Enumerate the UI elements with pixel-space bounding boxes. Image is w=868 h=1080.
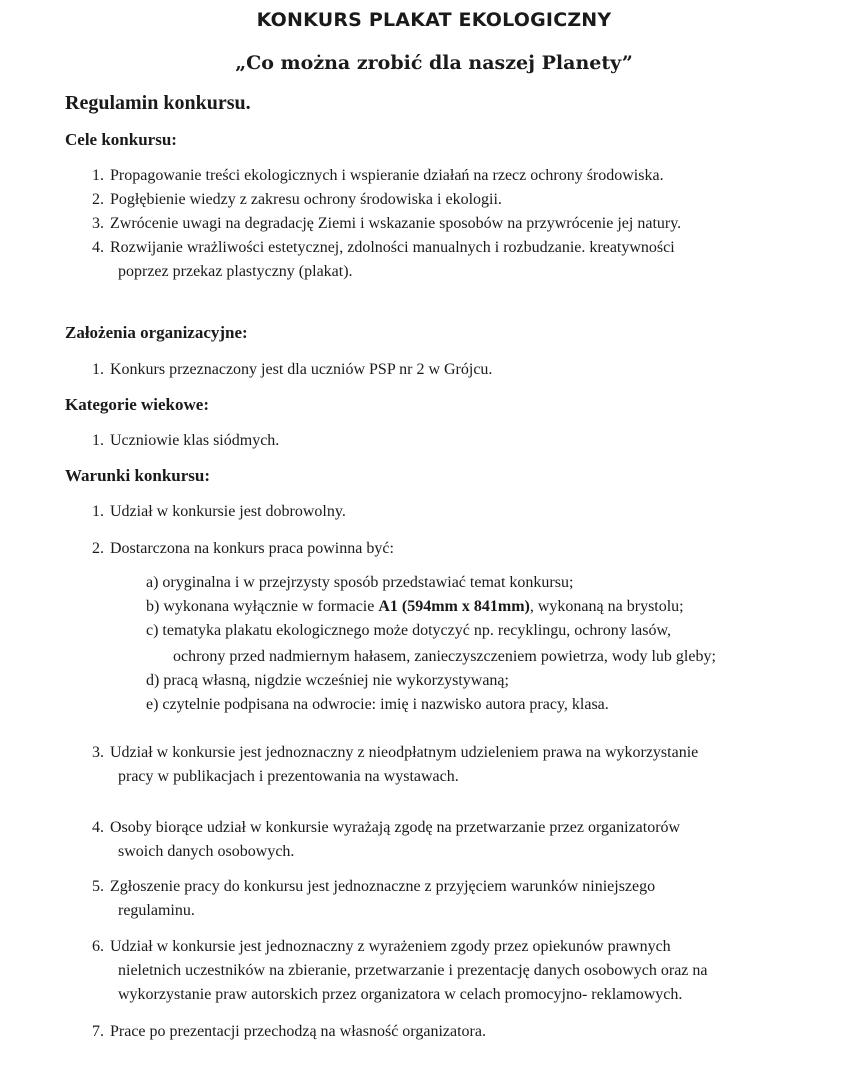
subitem-b-format: A1 (594mm x 841mm) bbox=[378, 598, 530, 615]
list-text: Zwrócenie uwagi na degradację Ziemi i wskazanie sposobów na przywrócenie jej natury. bbox=[110, 215, 682, 232]
list-number: 4. bbox=[92, 239, 104, 256]
section-heading-goals: Cele konkursu: bbox=[65, 130, 177, 149]
list-text: Udział w konkursie jest jednoznaczny z nieodpłatnym udzieleniem prawa na wykorzystanie bbox=[110, 744, 699, 761]
section-heading-conditions: Warunki konkursu: bbox=[65, 466, 211, 485]
conditions-subitem-a: a) oryginalna i w przejrzysty sposób przedstawiać temat konkursu; bbox=[146, 574, 574, 591]
subitem-b-text: b) wykonana wyłącznie w formacie bbox=[146, 598, 379, 615]
list-text-continuation: pracy w publikacjach i prezentowania na wystawach. bbox=[118, 768, 459, 785]
list-number: 4. bbox=[92, 819, 104, 836]
list-number: 3. bbox=[92, 744, 104, 761]
goals-item-2 bbox=[92, 188, 792, 212]
conditions-subitem-c: c) tematyka plakatu ekologicznego może dotyczyć np. recyklingu, ochrony lasów, bbox=[146, 622, 671, 639]
document-title: KONKURS PLAKAT EKOLOGICZNY bbox=[256, 9, 612, 31]
regulations-heading: Regulamin konkursu. bbox=[65, 92, 251, 114]
conditions-item-4 bbox=[92, 816, 812, 864]
conditions-subitem-d: d) pracą własną, nigdzie wcześniej nie wykorzystywaną; bbox=[146, 672, 509, 689]
list-text: Zgłoszenie pracy do konkursu jest jednoznaczne z przyjęciem warunków niniejszego bbox=[110, 878, 656, 895]
list-text: Propagowanie treści ekologicznych i wspieranie działań na rzecz ochrony środowiska. bbox=[110, 167, 664, 184]
list-number: 1. bbox=[92, 432, 104, 449]
list-number: 1. bbox=[92, 503, 104, 520]
conditions-item-2 bbox=[92, 537, 792, 561]
list-number: 2. bbox=[92, 540, 104, 557]
list-text-continuation: poprzez przekaz plastyczny (plakat). bbox=[118, 263, 353, 280]
list-number: 1. bbox=[92, 167, 104, 184]
list-number: 6. bbox=[92, 938, 104, 955]
goals-item-3 bbox=[92, 212, 792, 236]
list-text: Pogłębienie wiedzy z zakresu ochrony środowiska i ekologii. bbox=[110, 191, 502, 208]
list-text-continuation: wykorzystanie praw autorskich przez organizatora w celach promocyjno- reklamowych. bbox=[118, 986, 683, 1003]
section-heading-age-categories: Kategorie wiekowe: bbox=[65, 395, 209, 414]
list-text: Osoby biorące udział w konkursie wyrażają zgodę na przetwarzanie przez organizatorów bbox=[110, 819, 681, 836]
document-subtitle: „Co można zrobić dla naszej Planety” bbox=[235, 52, 633, 74]
list-text: Udział w konkursie jest jednoznaczny z wyrażeniem zgody przez opiekunów prawnych bbox=[110, 938, 671, 955]
list-text: Udział w konkursie jest dobrowolny. bbox=[110, 503, 346, 520]
organization-item-1 bbox=[92, 358, 792, 382]
list-text: Konkurs przeznaczony jest dla uczniów PSP nr 2 w Grójcu. bbox=[110, 361, 493, 378]
list-number: 5. bbox=[92, 878, 104, 895]
goals-item-1 bbox=[92, 164, 792, 188]
section-heading-organization: Założenia organizacyjne: bbox=[65, 323, 248, 342]
list-text: Rozwijanie wrażliwości estetycznej, zdolności manualnych i rozbudzanie. kreatywności bbox=[110, 239, 675, 256]
list-number: 7. bbox=[92, 1023, 104, 1040]
goals-item-4 bbox=[92, 236, 792, 284]
list-text: Prace po prezentacji przechodzą na własność organizatora. bbox=[110, 1023, 486, 1040]
list-text-continuation: swoich danych osobowych. bbox=[118, 843, 295, 860]
subitem-b-text-end: , wykonaną na brystolu; bbox=[529, 598, 684, 615]
conditions-item-7 bbox=[92, 1020, 812, 1044]
conditions-item-1 bbox=[92, 500, 792, 524]
list-text-continuation: regulaminu. bbox=[118, 902, 195, 919]
list-number: 1. bbox=[92, 361, 104, 378]
conditions-subitem-b bbox=[146, 595, 684, 619]
list-text-continuation: nieletnich uczestników na zbieranie, przetwarzanie i prezentację danych osobowych oraz na bbox=[118, 962, 708, 979]
conditions-subitem-c-continuation: ochrony przed nadmiernym hałasem, zanieczyszczeniem powietrza, wody lub gleby; bbox=[173, 648, 716, 665]
list-text: Uczniowie klas siódmych. bbox=[110, 432, 280, 449]
list-number: 2. bbox=[92, 191, 104, 208]
conditions-item-5 bbox=[92, 875, 812, 923]
conditions-item-6 bbox=[92, 935, 812, 1007]
conditions-item-3 bbox=[92, 741, 812, 789]
list-text: Dostarczona na konkurs praca powinna być: bbox=[110, 540, 394, 557]
conditions-subitem-e: e) czytelnie podpisana na odwrocie: imię i nazwisko autora pracy, klasa. bbox=[146, 696, 609, 713]
age-categories-item-1 bbox=[92, 429, 792, 453]
list-number: 3. bbox=[92, 215, 104, 232]
